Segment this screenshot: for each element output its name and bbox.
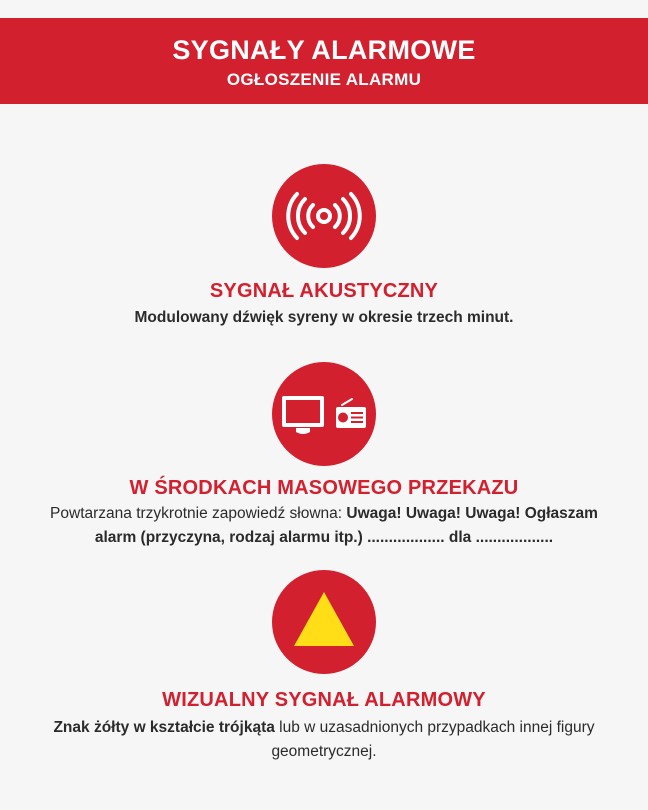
- siren-icon: [272, 164, 376, 268]
- section-title-acoustic: SYGNAŁ AKUSTYCZNY: [209, 280, 439, 302]
- page-subtitle: OGŁOSZENIE ALARMU: [226, 70, 422, 89]
- section-text-visual: [50, 716, 598, 764]
- visual-text-bold: Znak żółty w kształcie trójkąta: [53, 719, 275, 736]
- visual-text-plain: lub w uzasadnionych przypadkach innej figury geometrycznej.: [271, 719, 595, 760]
- section-title-visual: WIZUALNY SYGNAŁ ALARMOWY: [162, 689, 486, 711]
- tv-radio-icon: [272, 362, 376, 466]
- media-text-bold: Uwaga! Uwaga! Uwaga! Ogłaszam alarm (przyczyna, rodzaj alarmu itp.) .................. dla ..................: [94, 505, 598, 546]
- section-title-media: W ŚRODKACH MASOWEGO PRZEKAZU: [129, 477, 519, 499]
- section-text-acoustic: [20, 306, 628, 330]
- acoustic-text: Modulowany dźwięk syreny w okresie trzech minut.: [134, 309, 514, 326]
- yellow-triangle-icon: [272, 570, 376, 674]
- page-title: SYGNAŁY ALARMOWE: [172, 35, 476, 65]
- header-banner: [0, 18, 648, 104]
- media-text-plain: Powtarzana trzykrotnie zapowiedź słowna:: [50, 505, 347, 522]
- section-text-media: [30, 502, 618, 550]
